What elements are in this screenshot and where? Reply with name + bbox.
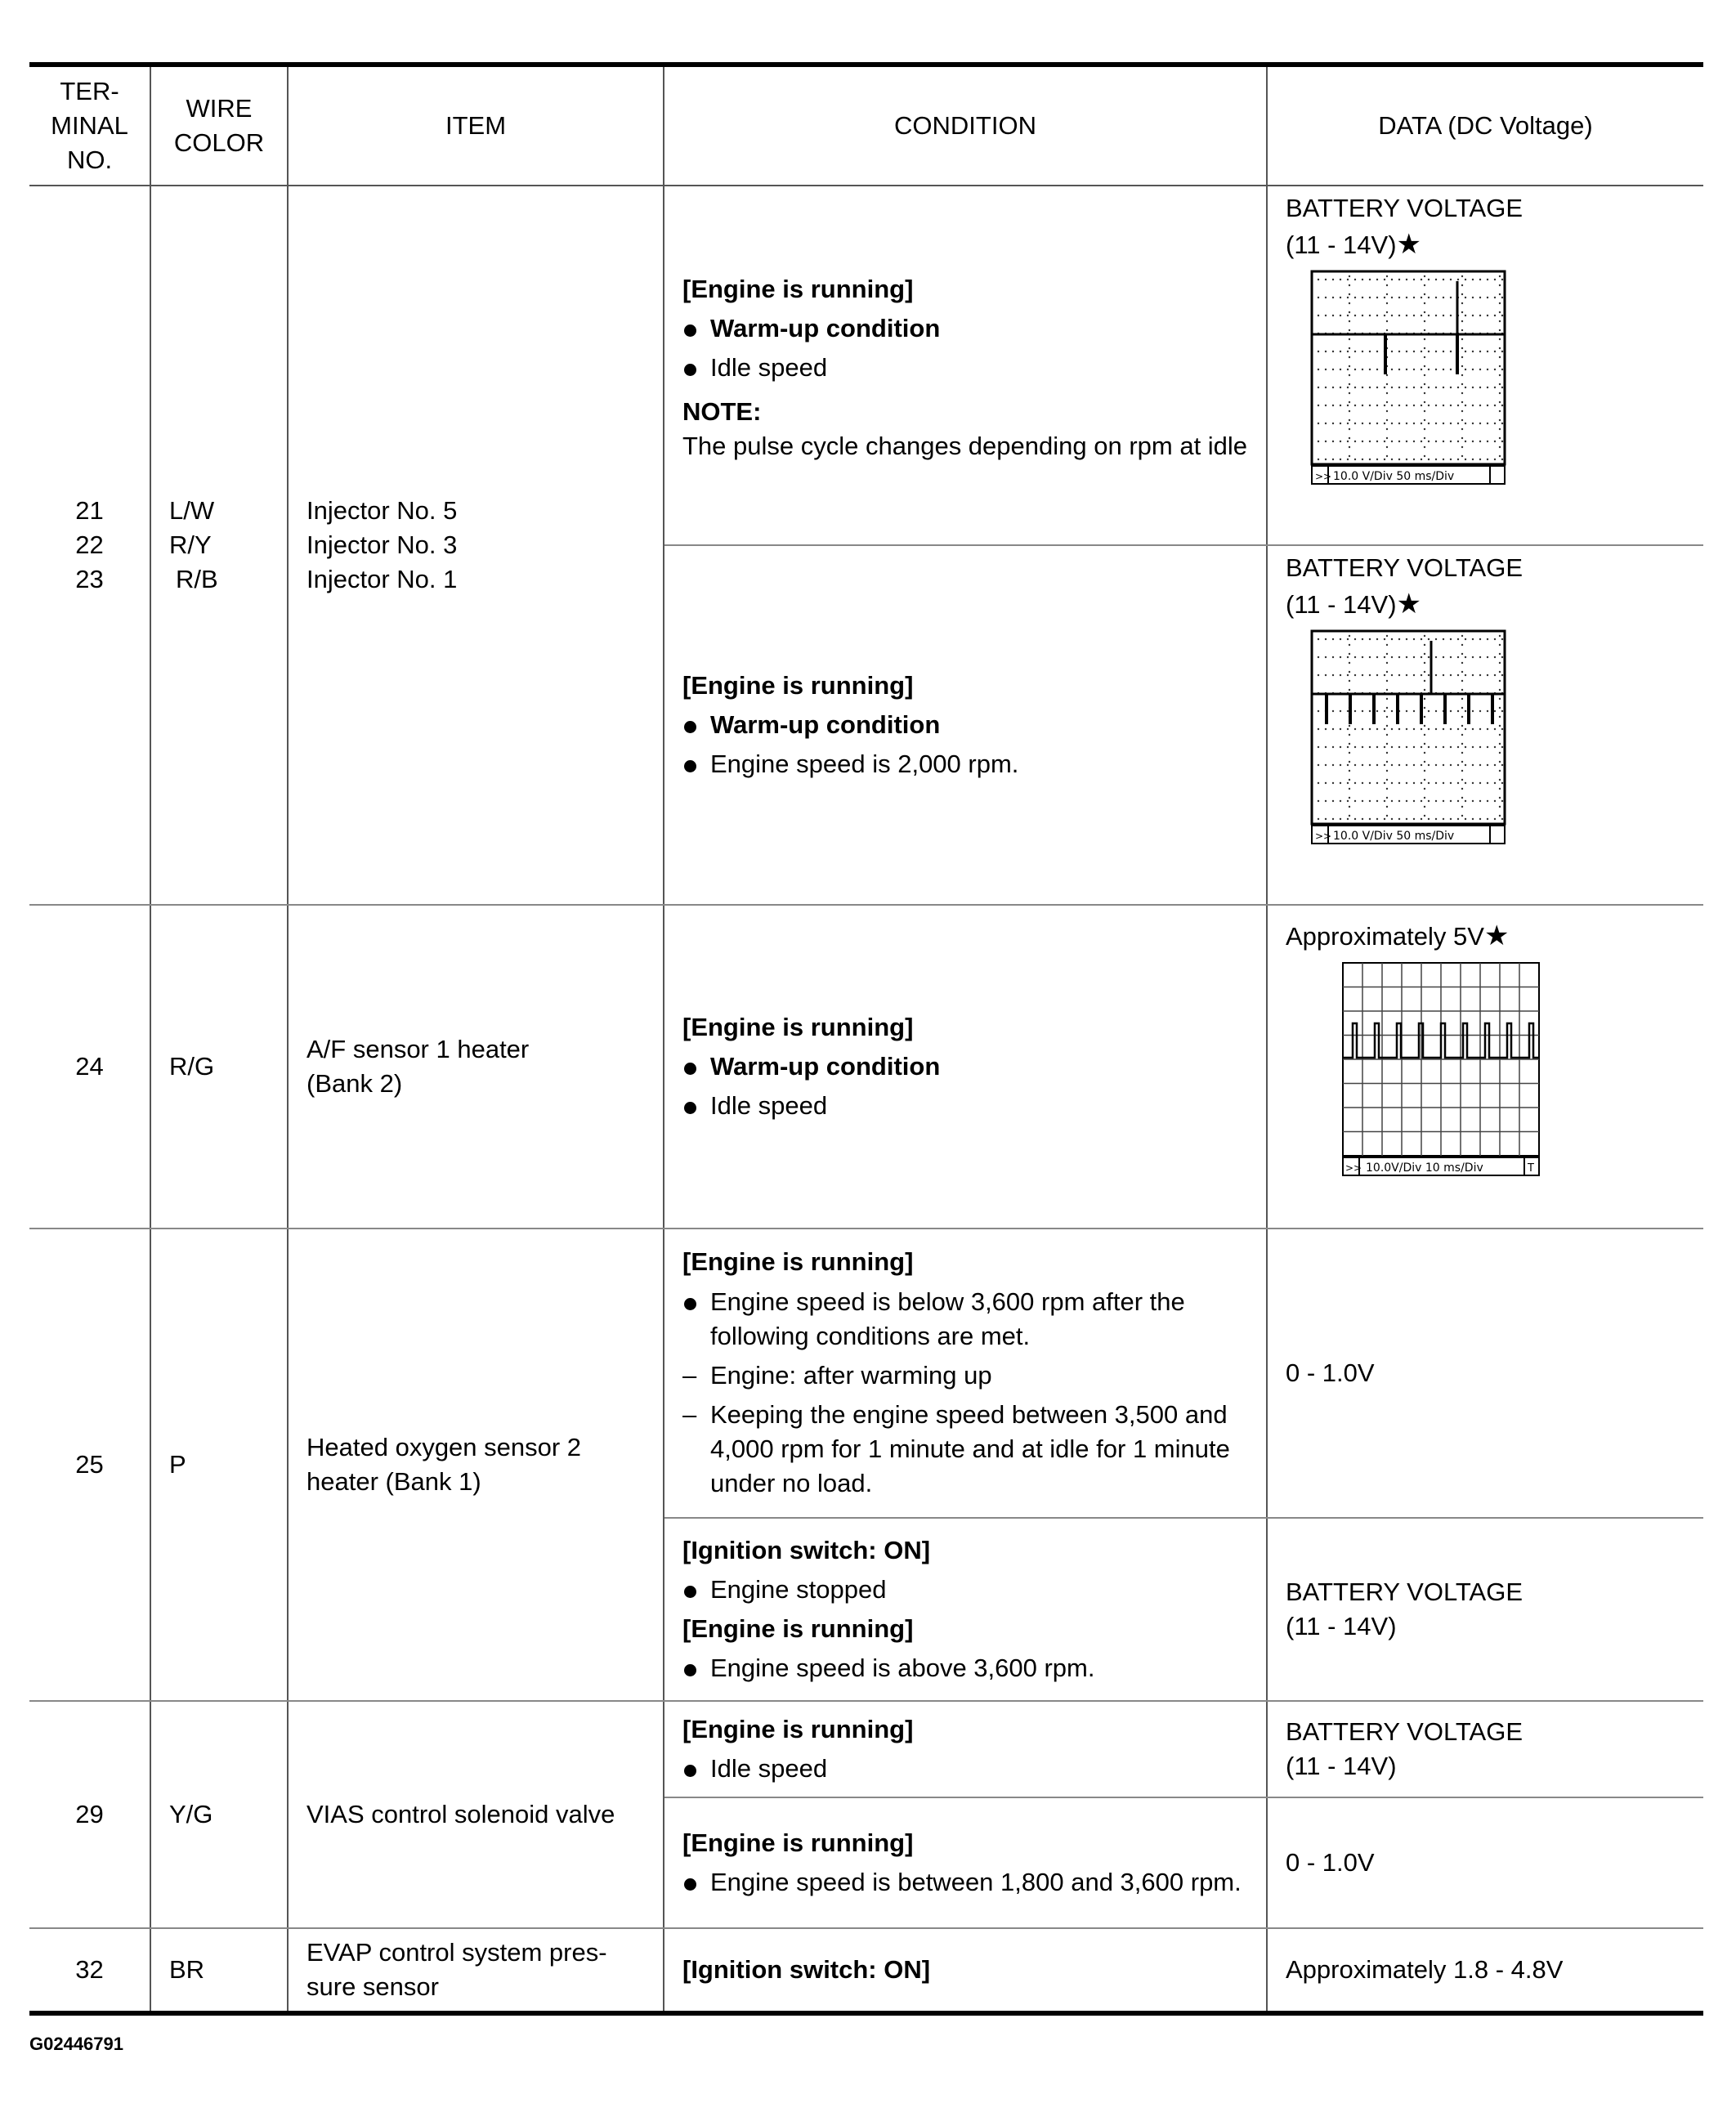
table-row (29, 1229, 1703, 1518)
condition-bullet: Warm-up condition (682, 708, 1248, 742)
condition-heading: [Engine is running] (682, 1714, 914, 1743)
oscilloscope-waveform-af-heater (1341, 961, 1541, 1177)
oscilloscope-waveform-2000rpm (1310, 629, 1506, 845)
svg-text:10.0 V/Div 50 ms/Div: 10.0 V/Div 50 ms/Div (1333, 830, 1455, 844)
terminal-cell: 21 22 23 (29, 186, 150, 905)
svg-text:T: T (1528, 1162, 1534, 1175)
svg-text:>>: >> (1315, 830, 1332, 843)
item-cell: EVAP control system pres- sure sensor (288, 1928, 664, 2013)
wire-color-cell: Y/G (150, 1701, 288, 1928)
condition-heading: [Engine is running] (682, 1614, 914, 1643)
header-row (29, 65, 1703, 186)
data-cell: 0 - 1.0V (1267, 1797, 1703, 1928)
condition-bullet: Engine speed is between 1,800 and 3,600 rpm. (682, 1865, 1248, 1900)
data-cell: BATTERY VOLTAGE (11 - 14V) (1267, 1518, 1703, 1701)
table-row (29, 905, 1703, 1229)
terminal-cell: 32 (29, 1928, 150, 2013)
wire-color-cell: BR (150, 1928, 288, 2013)
condition-heading: [Ignition switch: ON] (682, 1535, 931, 1564)
item-cell: VIAS control solenoid valve (288, 1701, 664, 1928)
note-text: The pulse cycle changes depending on rpm at idle (682, 432, 1248, 461)
condition-bullet: Warm-up condition (682, 1050, 1248, 1084)
condition-cell (664, 545, 1267, 905)
condition-bullet: Idle speed (682, 1752, 1248, 1786)
condition-cell (664, 1797, 1267, 1928)
condition-bullet: Idle speed (682, 1089, 1248, 1123)
terminal-cell: 29 (29, 1701, 150, 1928)
item-cell: A/F sensor 1 heater (Bank 2) (288, 905, 664, 1229)
data-cell: BATTERY VOLTAGE (11 - 14V) (1267, 1701, 1703, 1797)
wire-color-cell: L/W R/Y R/B (150, 186, 288, 905)
condition-cell (664, 1518, 1267, 1701)
wire-color-cell: P (150, 1229, 288, 1701)
header-item: ITEM (288, 65, 664, 186)
terminal-data-table-sheet (29, 62, 1703, 2016)
condition-heading: [Engine is running] (682, 274, 914, 303)
star-icon: ★ (1396, 589, 1422, 620)
svg-text:10.0 V/Div 50 ms/Div: 10.0 V/Div 50 ms/Div (1333, 470, 1455, 484)
note-label: NOTE: (682, 397, 762, 427)
condition-bullet: Warm-up condition (682, 311, 1248, 346)
header-condition: CONDITION (664, 65, 1267, 186)
svg-text:>>: >> (1345, 1162, 1362, 1175)
data-cell: BATTERY VOLTAGE (11 - 14V)★ >> 10.0 V/Div 50 ms/Div (1267, 545, 1703, 905)
terminal-cell: 24 (29, 905, 150, 1229)
condition-heading: [Engine is running] (682, 1012, 914, 1041)
condition-cell (664, 1928, 1267, 2013)
table-row (29, 1701, 1703, 1797)
data-cell: BATTERY VOLTAGE (11 - 14V)★ >> 10.0 V/Div 50 ms/Div (1267, 186, 1703, 545)
oscilloscope-waveform-idle (1310, 270, 1506, 486)
condition-bullet: Engine stopped (682, 1573, 1248, 1607)
condition-heading: [Engine is running] (682, 1247, 914, 1277)
svg-text:10.0V/Div 10 ms/Div: 10.0V/Div 10 ms/Div (1366, 1161, 1483, 1175)
condition-cell (664, 1701, 1267, 1797)
condition-heading: [Ignition switch: ON] (682, 1954, 931, 1984)
data-cell: Approximately 1.8 - 4.8V (1267, 1928, 1703, 2013)
condition-cell (664, 186, 1267, 545)
condition-cell (664, 1229, 1267, 1518)
header-data: DATA (DC Voltage) (1267, 65, 1703, 186)
item-cell: Injector No. 5 Injector No. 3 Injector No. 1 (288, 186, 664, 905)
star-icon: ★ (1483, 920, 1510, 951)
header-terminal-no: TER- MINAL NO. (29, 65, 150, 186)
terminal-data-table (29, 62, 1703, 2016)
wire-color-cell: R/G (150, 905, 288, 1229)
condition-heading: [Engine is running] (682, 670, 914, 700)
condition-heading: [Engine is running] (682, 1828, 914, 1857)
condition-sub-item: – Keeping the engine speed between 3,500 and 4,000 rpm for 1 minute and at idle for 1 minute under no load. (682, 1398, 1248, 1501)
svg-text:>>: >> (1315, 471, 1332, 483)
table-row (29, 1928, 1703, 2013)
star-icon: ★ (1396, 229, 1422, 261)
data-cell: 0 - 1.0V (1267, 1229, 1703, 1518)
condition-bullet: Engine speed is above 3,600 rpm. (682, 1651, 1248, 1685)
data-cell: Approximately 5V★ >> 10.0V/Div 10 ms/Div T (1267, 905, 1703, 1229)
condition-cell (664, 905, 1267, 1229)
figure-code: G02446791 (29, 2034, 123, 2054)
terminal-cell: 25 (29, 1229, 150, 1701)
condition-bullet: Idle speed (682, 351, 1248, 385)
condition-bullet: Engine speed is 2,000 rpm. (682, 747, 1248, 781)
header-wire-color: WIRE COLOR (150, 65, 288, 186)
table-row (29, 186, 1703, 545)
condition-bullet: Engine speed is below 3,600 rpm after the following conditions are met. (682, 1285, 1248, 1354)
item-cell: Heated oxygen sensor 2 heater (Bank 1) (288, 1229, 664, 1701)
condition-sub-item: – Engine: after warming up (682, 1358, 1248, 1393)
